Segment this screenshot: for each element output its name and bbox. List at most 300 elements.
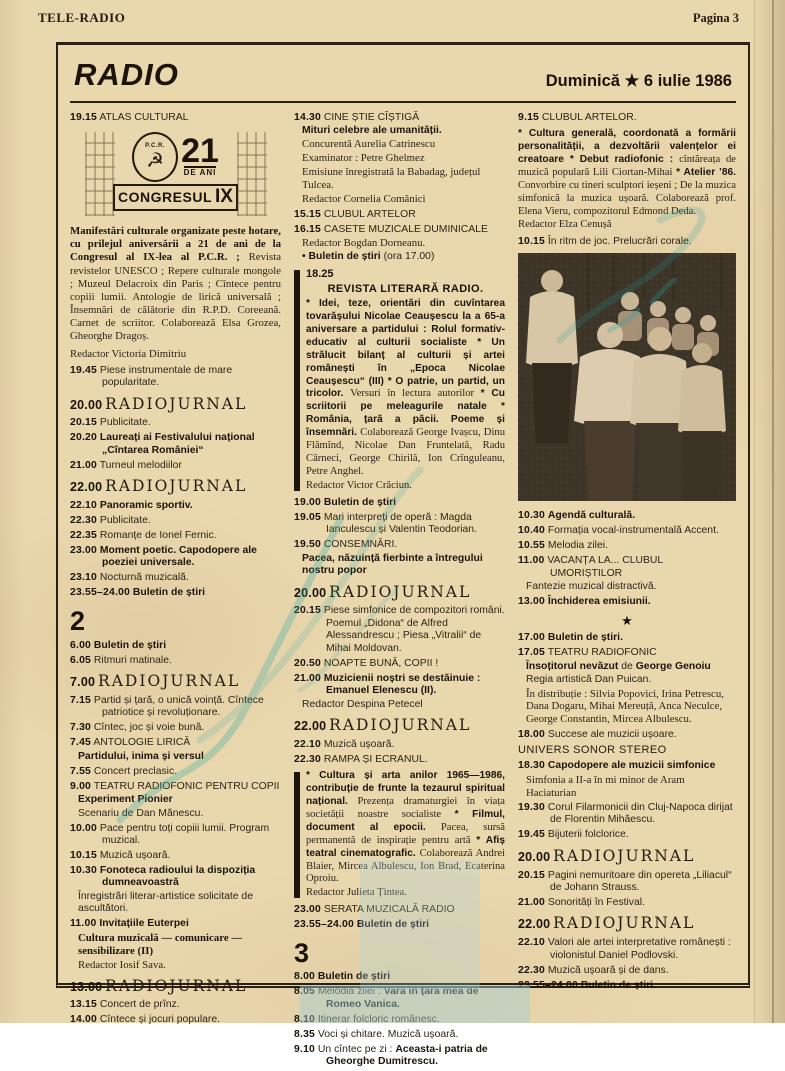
entry-time: 20.15 — [70, 417, 98, 429]
text-segment: Agendă culturală. — [547, 510, 636, 522]
years-number: 21 — [181, 131, 219, 170]
entry-subline — [70, 794, 281, 806]
program-entry — [294, 112, 505, 207]
entry-time: 19.45 — [70, 364, 98, 376]
text-segment: Buletin de știri — [93, 639, 167, 651]
program-entry — [518, 236, 736, 248]
channel-number — [294, 937, 505, 969]
radiojurnal-title: RADIOJURNAL — [105, 976, 248, 995]
text-segment: Partidului, inima și versul — [78, 750, 204, 762]
radiojurnal-entry — [518, 914, 736, 933]
radio-program-box — [56, 42, 750, 1068]
text-segment: * Cu scriitorii pe meleagurile natale * România, țară a păcii. Poeme și însemnări. — [306, 388, 505, 439]
entry-time: 7.45 — [70, 737, 92, 749]
scaffold-decoration-icon — [237, 132, 267, 216]
text-segment: * Cultura și arta anilor 1965—1986, contribuție de frunte la tezaurul spiritual național. — [306, 770, 505, 807]
entry-line — [70, 640, 281, 652]
entry-time: 20.15 — [518, 869, 546, 881]
text-segment: SERATA MUZICALĂ RADIO — [323, 904, 455, 916]
entry-time: 8.05 — [294, 986, 316, 998]
channel-number-text: 2 — [70, 605, 86, 636]
text-segment: TEATRU RADIOFONIC PENTRU COPII — [93, 780, 280, 792]
entry-time: 7.00 — [70, 675, 96, 690]
program-entry — [70, 1014, 281, 1026]
star-glyph: ★ — [621, 612, 633, 628]
program-entry — [70, 737, 281, 763]
entry-time: 13.00 — [70, 979, 103, 994]
entry-line — [70, 460, 281, 472]
entry-time: 8.35 — [294, 1028, 316, 1040]
article-footer-text: Redactor Elza Cenușă — [518, 219, 612, 231]
entry-line — [70, 695, 281, 720]
entry-line — [294, 971, 505, 983]
article-title — [306, 283, 505, 296]
entry-subline — [294, 125, 505, 137]
entry-line — [294, 1029, 505, 1041]
entry-line — [518, 525, 736, 537]
entry-time: 6.05 — [70, 654, 92, 666]
entry-time: 23.00 — [70, 544, 98, 556]
article-body — [518, 128, 736, 218]
entry-time: 7.55 — [70, 765, 92, 777]
entry-line — [518, 937, 736, 962]
text-segment: Colaborează George Ivașcu, Dinu Flămînd, Nicolae Dan Fruntelată, Radu Cârneci, George Chirilă, Ion Crînguleanu, Petre Anghel. — [306, 427, 505, 477]
text-segment: Moment poetic. Capodopere ale poeziei universale. — [99, 544, 257, 569]
entry-line — [294, 1044, 505, 1069]
program-entry — [518, 829, 736, 841]
entry-line — [70, 865, 281, 890]
entry-time: 19.45 — [518, 829, 546, 841]
program-entry — [70, 766, 281, 778]
entry-line — [294, 539, 505, 551]
program-entry — [70, 112, 281, 124]
text-segment: Buletin de știri — [317, 971, 391, 983]
radiojurnal-entry — [294, 583, 505, 602]
text-segment: Piese simfonice de compozitori români. Poemul „Didona“ de Alfred Alessandrescu ; Piesa „Vitralii“ de Mihai Moldovan. — [323, 605, 505, 654]
text-segment: Manifestări culturale organizate peste hotare, cu prilejul aniversării a 21 de ani de la Congresul al IX-lea al P.C.R. ; — [70, 224, 281, 264]
program-entry — [294, 539, 505, 577]
pcr-emblem-icon — [132, 132, 178, 182]
text-segment: Nocturnă muzicală. — [99, 572, 189, 584]
entry-line — [70, 737, 281, 749]
program-entry — [70, 999, 281, 1011]
article-body — [306, 770, 505, 886]
radiojurnal-title: RADIOJURNAL — [105, 477, 248, 496]
entry-time: 10.30 — [70, 864, 98, 876]
masthead — [70, 51, 736, 103]
text-segment: Pacea, năzuință fierbinte a întregului nostru popor — [302, 552, 483, 577]
text-segment: Mari interpreți de operă : Magda Ianculescu și Valentin Teodorian. — [323, 511, 477, 536]
text-segment: de — [618, 660, 636, 672]
entry-time: 22.30 — [518, 964, 546, 976]
entry-line — [70, 417, 281, 429]
entry-time: 6.00 — [70, 639, 92, 651]
text-segment: Publicitate. — [99, 417, 151, 429]
text-segment: Prezența dramaturgiei în viața societății noastre socialiste — [306, 795, 506, 820]
entry-subline — [518, 661, 736, 673]
program-entry — [70, 460, 281, 472]
text-segment: Muzică ușoară și de dans. — [547, 964, 669, 976]
text-segment: CLUBUL ARTELOR. — [541, 111, 637, 123]
text-segment: Însoțitorul nevăzut — [526, 660, 619, 672]
choir-photo — [518, 253, 736, 505]
article-footer — [306, 480, 505, 493]
text-segment: Mituri celebre ale umanității. — [302, 124, 442, 136]
entry-subline — [294, 193, 505, 206]
entry-time: 11.00 — [518, 555, 545, 567]
entry-time: 23.00 — [294, 904, 322, 916]
program-entry — [70, 865, 281, 916]
article-time — [306, 268, 505, 281]
program-entry — [70, 640, 281, 652]
entry-line — [70, 365, 281, 390]
program-entry — [294, 497, 505, 509]
text-segment: RAMPA ȘI ECRANUL. — [323, 753, 428, 765]
entry-time: 11.00 — [70, 918, 97, 930]
entry-line — [70, 823, 281, 848]
entry-line — [294, 497, 505, 509]
program-entry — [518, 525, 736, 537]
program-entry — [518, 647, 736, 726]
article-footer — [518, 219, 736, 232]
text-segment: Muzicienii noștri se destăinuie : Emanuel Elenescu (II). — [323, 672, 481, 697]
entry-subline — [70, 808, 281, 820]
program-entry — [70, 587, 281, 599]
entry-subline — [70, 959, 281, 972]
program-entry — [518, 729, 736, 741]
years-label: DE ANI — [183, 168, 217, 178]
text-segment: Fantezie muzical distractivă. — [526, 581, 657, 593]
entry-line — [294, 904, 505, 916]
entry-time: 22.10 — [70, 499, 98, 511]
program-entry — [294, 224, 505, 264]
text-segment: * Atelier ’86. — [676, 166, 737, 178]
text-segment: În distribuție : Silvia Popovici, Irina Petrescu, Dana Dogaru, Mihai Mereuță, Anca Neculce, George Constantin, Mircea Albulescu. — [526, 687, 724, 726]
entry-line — [518, 540, 736, 552]
text-segment: Pagini nemuritoare din opereta „Liliacul“ de Johann Strauss. — [547, 869, 732, 893]
program-entry — [518, 937, 736, 962]
program-entry — [70, 918, 281, 971]
radiojurnal-title: RADIOJURNAL — [553, 914, 696, 933]
entry-line — [294, 986, 505, 1011]
description-paragraph — [70, 225, 281, 344]
entry-subline — [294, 152, 505, 165]
text-segment: Turneul melodiilor — [99, 459, 182, 471]
program-entry — [294, 605, 505, 655]
entry-time: 22.00 — [70, 480, 103, 495]
entry-time: 19.00 — [294, 496, 322, 508]
program-entry — [518, 870, 736, 895]
date-label: Duminică ★ 6 iulie 1986 — [545, 72, 732, 90]
entry-subline — [518, 581, 736, 593]
text-segment: Simfonia a II-a în mi minor de Aram Haciaturian — [526, 773, 685, 799]
text-segment: Scenariu de Dan Mănescu. — [78, 807, 204, 819]
entry-time: 17.00 — [518, 632, 546, 644]
entry-line — [70, 655, 281, 667]
entry-subline — [294, 138, 505, 151]
text-segment: Vara în țara mea de Romeo Vanica. — [326, 986, 479, 1010]
text-segment: Voci și chitare. Muzică ușoară. — [317, 1028, 459, 1040]
entry-subline — [294, 699, 505, 711]
article-footer — [306, 887, 505, 900]
program-entry — [294, 971, 505, 983]
program-columns — [70, 109, 736, 1071]
text-segment: Redactor Bogdan Dorneanu. — [302, 237, 426, 250]
entry-line — [294, 209, 505, 221]
text-segment: Redactor Cornelia Comănici — [302, 193, 426, 206]
entry-line — [294, 754, 505, 766]
text-segment: Pacea, sursă permanentă de inspirație pentru artă — [306, 821, 505, 846]
section-heading-text: UNIVERS SONOR STEREO — [518, 744, 667, 757]
program-entry — [294, 986, 505, 1011]
text-segment: Valori ale artei interpretative românești : violonistul Daniel Podlovski. — [547, 937, 731, 961]
entry-subline — [518, 688, 736, 727]
entry-time: 10.15 — [518, 236, 546, 248]
entry-time: 20.00 — [294, 585, 327, 600]
entry-line — [70, 515, 281, 527]
program-entry — [518, 540, 736, 552]
text-segment: * Cultura generală, coordonată a formării personalității, a dezvoltării valențelor ei creatoare * Debut radiofonic : — [518, 127, 736, 165]
program-entry — [70, 655, 281, 667]
text-segment: NOAPTE BUNĂ, COPII ! — [323, 657, 439, 669]
program-entry — [70, 365, 281, 390]
text-segment: Formația vocal-instrumentală Accent. — [547, 525, 719, 537]
program-entry — [70, 823, 281, 848]
entry-line — [518, 897, 736, 909]
feature-article — [518, 128, 736, 232]
entry-line — [70, 918, 281, 930]
entry-time: 19.15 — [70, 111, 98, 123]
section-heading — [518, 744, 736, 757]
text-segment: ANTOLOGIE LIRICĂ — [93, 737, 191, 749]
entry-line — [518, 802, 736, 827]
text-segment: Melodia zilei. — [547, 540, 608, 552]
entry-time: 20.00 — [70, 397, 103, 412]
entry-time: 19.30 — [518, 801, 546, 813]
text-segment: Concurentă Aurelia Catrinescu — [302, 138, 436, 151]
program-entry — [518, 632, 736, 644]
entry-time: 13.00 — [518, 596, 546, 608]
entry-line — [70, 850, 281, 862]
entry-time: 15.15 — [294, 208, 322, 220]
feature-article — [294, 268, 505, 493]
radiojurnal-title: RADIOJURNAL — [553, 846, 696, 865]
program-entry — [294, 209, 505, 221]
entry-line — [294, 112, 505, 124]
entry-line — [294, 673, 505, 698]
text-segment: * Filmul, document al epocii. — [306, 808, 506, 833]
radiojurnal-entry — [70, 395, 281, 414]
entry-time: 16.15 — [294, 223, 322, 235]
entry-subline — [70, 891, 281, 916]
entry-time: 19.05 — [294, 511, 322, 523]
entry-time: 18.00 — [518, 728, 546, 740]
text-segment: Convorbire cu tineri sculptori ieșeni ; De la muzica simfonică la muzica ușoară. Colaborează prof. Elena Vieru, compozitorul Edmond Deda. — [518, 179, 736, 217]
text-segment: Cîntec, joc și voie bună. — [93, 722, 205, 734]
program-entry — [70, 695, 281, 720]
text-segment: Sonorități în Festival. — [547, 896, 645, 908]
text-segment: Panoramic sportiv. — [99, 499, 193, 511]
column-3 — [518, 109, 736, 1071]
entry-time: 10.00 — [70, 822, 98, 834]
pcr-label: P.C.R. — [145, 143, 166, 150]
radiojurnal-entry — [518, 847, 736, 866]
entry-time: 13.15 — [70, 999, 98, 1011]
program-entry — [294, 1029, 505, 1041]
radiojurnal-entry — [294, 716, 505, 735]
program-entry — [70, 500, 281, 512]
text-segment: Redactor Iosif Sava. — [78, 958, 166, 971]
program-entry — [70, 572, 281, 584]
entry-line — [518, 965, 736, 977]
program-entry — [518, 897, 736, 909]
radiojurnal-title: RADIOJURNAL — [105, 394, 248, 413]
entry-line — [518, 980, 736, 992]
entry-line — [294, 739, 505, 751]
entry-line — [518, 112, 736, 124]
entry-time: 22.35 — [70, 529, 98, 541]
entry-time: 8.00 — [294, 971, 316, 983]
text-segment: Regia artistică Dan Puican. — [526, 674, 652, 686]
congress-label: CONGRESUL — [118, 188, 212, 205]
entry-line — [70, 1014, 281, 1026]
radiojurnal-title: RADIOJURNAL — [329, 582, 472, 601]
entry-line — [518, 236, 736, 248]
page-fold-line — [772, 0, 774, 1023]
article-body — [306, 298, 505, 479]
page-header — [38, 10, 739, 26]
entry-time: 10.55 — [518, 540, 546, 552]
entry-subline — [294, 553, 505, 578]
entry-time: 22.30 — [70, 514, 98, 526]
entry-line — [294, 224, 505, 236]
text-segment: Bijuterii folclorice. — [547, 829, 629, 841]
entry-subline — [518, 774, 736, 800]
entry-line — [518, 647, 736, 659]
text-segment: * Idei, teze, orientări din cuvîntarea tovarășului Nicolae Ceaușescu la a 65-a aniversare a partidului : Rolul formativ-educativ al culturii socialiste * Un strălucit bilanț al culturii și artei românești în „Epoca Nicolae Ceaușescu“ (III) * O patrie, un partid, un tricolor. — [306, 298, 505, 400]
text-segment: Buletin de știri. — [547, 632, 623, 644]
entry-time: 10.15 — [70, 849, 98, 861]
program-entry — [518, 760, 736, 799]
text-segment: Cîntece și jocuri populare. — [99, 1014, 221, 1026]
entry-line — [70, 112, 281, 124]
program-entry — [294, 919, 505, 931]
text-segment: Colaborează Andrei Blaier, Mircea Albulescu, Ion Brad, Ecaterina Oproiu. — [306, 847, 505, 885]
text-segment: Piese instrumentale de mare popularitate. — [99, 364, 233, 389]
entry-line — [70, 587, 281, 599]
entry-line — [518, 760, 736, 772]
text-segment: Revista revistelor UNESCO ; Repere culturale mongole ; Muzeul Delacroix din Paris ; Cîntece pentru copiii lumii. Antologie de lirică universală ; Însemnări de călătorie din R.P.D. Coreeană. Carnet de scriitor. Colaborează Elsa Grozea, Gheorghe Dragoș. — [70, 251, 281, 343]
text-segment: * Afiș teatral cinematografic. — [306, 834, 505, 859]
text-segment: Un cîntec pe zi : — [317, 1043, 396, 1055]
text-segment: Fonoteca radioului la dispoziția dumneavoastră — [99, 864, 256, 889]
program-entry — [294, 673, 505, 711]
scaffold-decoration-icon — [85, 132, 115, 216]
description-paragraph — [70, 348, 281, 361]
radiojurnal-title: RADIOJURNAL — [329, 716, 472, 734]
text-segment: Muzică ușoară. — [99, 849, 171, 861]
text-segment: Corul Filarmonicii din Cluj-Napoca dirijat de Florentin Mihăescu. — [547, 801, 733, 826]
channel-number — [70, 605, 281, 637]
text-segment: VACANȚA LA... CLUBUL UMORIȘTILOR — [547, 555, 663, 579]
entry-line — [518, 596, 736, 608]
entry-subline — [294, 237, 505, 250]
text-segment: Buletin de știri — [323, 496, 397, 508]
article-footer-text: Redactor Julieta Țintea. — [306, 887, 407, 899]
program-entry — [518, 510, 736, 522]
feature-article — [294, 770, 505, 900]
program-entry — [70, 781, 281, 820]
text-segment: Închiderea emisiunii. — [547, 596, 651, 608]
entry-time: 20.50 — [294, 657, 322, 669]
entry-time: 14.00 — [70, 1014, 98, 1026]
entry-time: 20.00 — [518, 849, 551, 864]
text-segment: cîntăreața de muzică populară Lili Ciortan-Mihai — [518, 153, 736, 178]
entry-time: 22.10 — [518, 937, 546, 949]
entry-line — [70, 781, 281, 793]
congress-21-logo — [74, 132, 277, 216]
entry-subline — [294, 251, 505, 263]
text-segment: Melodia zilei : — [317, 986, 384, 998]
entry-time: 22.00 — [518, 917, 551, 932]
entry-line — [518, 829, 736, 841]
program-entry — [518, 596, 736, 608]
text-segment: Înregistrări literar-artistice solicitate de ascultători. — [78, 890, 253, 915]
entry-line — [70, 572, 281, 584]
entry-line — [70, 999, 281, 1011]
entry-time: 22.00 — [294, 719, 327, 733]
entry-time: 20.20 — [70, 432, 98, 444]
congress-logo-core — [117, 132, 235, 216]
program-entry — [70, 417, 281, 429]
text-segment: CINE ȘTIE CÎȘTIGĂ — [323, 111, 420, 123]
radiojurnal-title: RADIOJURNAL — [98, 672, 241, 691]
text-segment: Cultura muzicală — comunicare — sensibilizare (II) — [78, 931, 243, 957]
entry-time: 23.55–24.00 — [294, 919, 354, 931]
entry-time: 22.30 — [294, 753, 322, 765]
program-entry — [294, 904, 505, 916]
text-segment: Itinerar folcloric românesc. — [317, 1013, 440, 1025]
star-separator-icon — [518, 613, 736, 629]
program-entry — [518, 980, 736, 992]
text-segment: Redactor Victoria Dimitriu — [70, 347, 187, 360]
text-segment: Aceasta-i patria de Gheorghe Dumitrescu. — [326, 1043, 488, 1068]
page-fold-line — [754, 0, 755, 1023]
entry-line — [294, 1014, 505, 1026]
text-segment: Examinator : Petre Ghelmez — [302, 152, 425, 165]
program-entry — [70, 432, 281, 457]
article-title-text: REVISTA LITERARĂ RADIO. — [327, 282, 484, 295]
column-1 — [70, 109, 281, 1071]
channel-number-text: 3 — [294, 937, 310, 968]
text-segment: Versuri în lectura autorilor — [350, 388, 481, 400]
text-segment: ATLAS CULTURAL — [99, 111, 189, 123]
entry-line — [294, 658, 505, 670]
text-segment: CASETE MUZICALE DUMINICALE — [323, 223, 488, 235]
congress-number: IX — [215, 185, 233, 207]
entry-time: 22.10 — [294, 738, 322, 750]
entry-time: 21.00 — [518, 896, 546, 908]
entry-line — [70, 500, 281, 512]
radiojurnal-entry — [70, 977, 281, 996]
radiojurnal-entry — [70, 672, 281, 691]
page-number: Pagina 3 — [692, 11, 739, 25]
article-footer-text: Redactor Victor Crăciun. — [306, 479, 412, 491]
text-segment: Buletin de știri — [356, 919, 430, 931]
entry-line — [518, 632, 736, 644]
text-segment: CLUBUL ARTELOR — [323, 208, 416, 220]
program-entry — [518, 555, 736, 593]
